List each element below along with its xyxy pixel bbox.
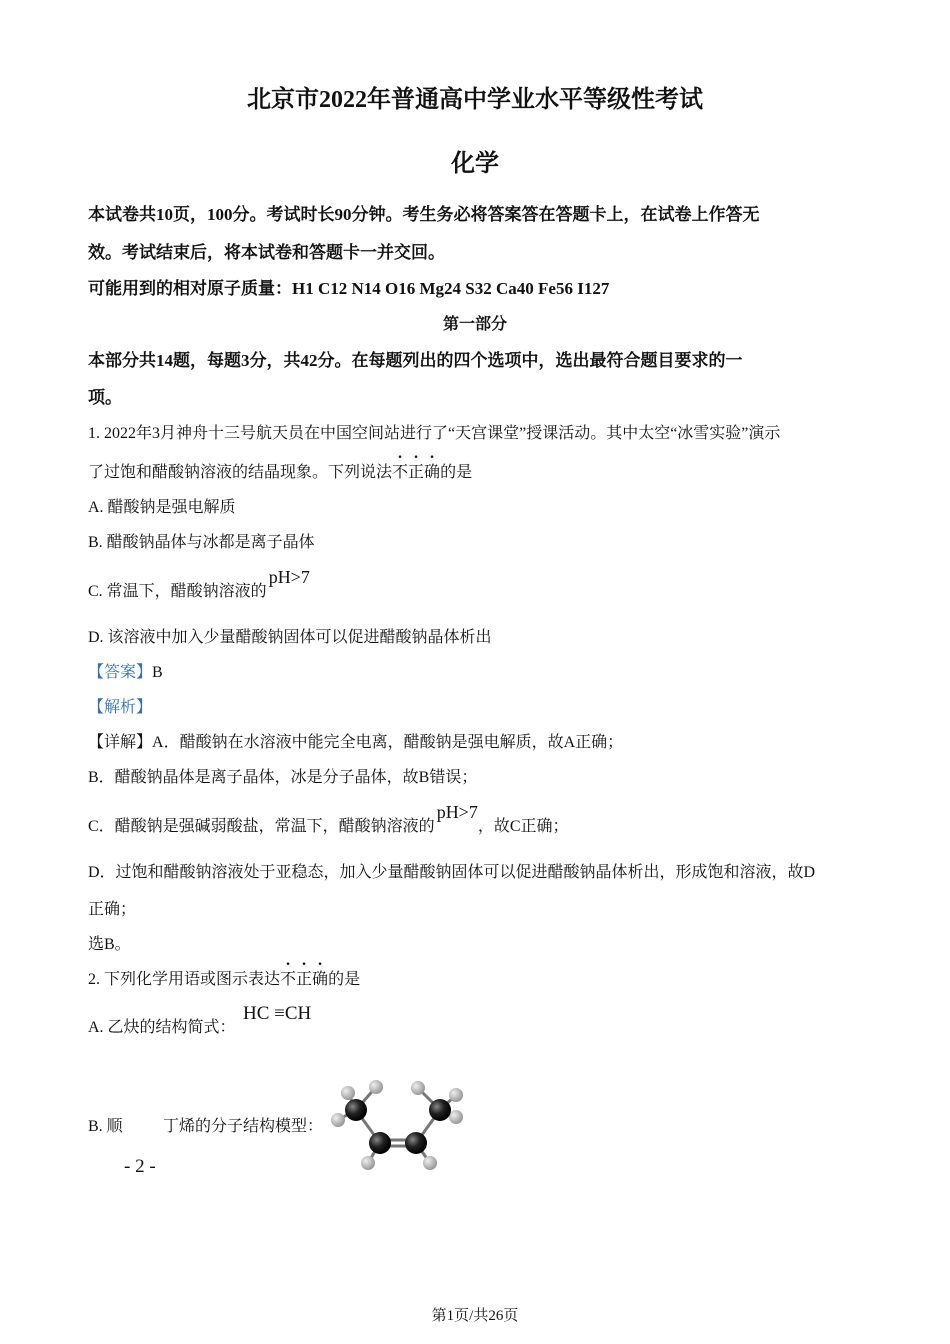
cis-2-butene-model	[328, 1075, 470, 1175]
q2-option-b-2: 丁烯的分子结构模型：	[163, 1118, 324, 1135]
page-footer: 第1页/共26页	[431, 1308, 519, 1324]
q1-option-c	[88, 567, 310, 602]
emphasis-char: 确	[312, 971, 329, 988]
q1-answer	[88, 663, 163, 683]
q1-option-c-formula: pH>7	[268, 567, 310, 587]
carbon-atom	[405, 1132, 427, 1154]
emphasis-char: 正	[296, 971, 313, 988]
atomic-masses: 可能用到的相对原子质量：H1 C12 N14 O16 Mg24 S32 Ca40 Fe56 I127	[88, 279, 610, 298]
q1-stem-1: 1. 2022年3月神舟十三号航天员在中国空间站进行了“天宫课堂”授课活动。其中太空“冰雪实验”演示	[88, 425, 781, 442]
emphasis-char: 确	[424, 464, 441, 481]
q1-option-a: A. 醋酸钠是强电解质	[88, 499, 236, 516]
q1-option-b: B. 醋酸钠晶体与冰都是离子晶体	[88, 534, 315, 551]
emphasis-char: 正	[408, 464, 425, 481]
exam-title: 北京市2022年普通高中学业水平等级性考试	[247, 87, 703, 113]
q2-stem	[88, 970, 360, 990]
choose-b: 选B。	[88, 936, 131, 953]
q1-option-c-text: C. 常温下，醋酸钠溶液的	[88, 583, 267, 600]
carbon-atom	[429, 1099, 451, 1121]
q1-option-d: D. 该溶液中加入少量醋酸钠固体可以促进醋酸钠晶体析出	[88, 629, 492, 646]
detail-c-formula: pH>7	[436, 802, 478, 822]
hydrogen-atom	[449, 1110, 463, 1124]
analysis-label: 【解析】	[88, 699, 153, 716]
q2-stem-a: 2. 下列化学用语或图示表达	[88, 971, 281, 988]
hydrogen-atom	[369, 1080, 383, 1094]
detail-d-1: D．过饱和醋酸钠溶液处于亚稳态，加入少量醋酸钠固体可以促进醋酸钠晶体析出，形成饱和溶液，故D	[88, 864, 816, 881]
answer-value: B	[152, 664, 163, 681]
q1-stem-2b: 的是	[440, 464, 473, 481]
detail-label: 【详解】	[88, 734, 153, 751]
emphasis-char: 不	[392, 464, 409, 481]
intro-line-1: 本试卷共10页，100分。考试时长90分钟。考生务必将答案答在答题卡上，在试卷上作答无	[88, 205, 760, 224]
detail-a-text: A．醋酸钠在水溶液中能完全电离，醋酸钠是强电解质，故A正确；	[152, 734, 624, 751]
detail-a	[88, 733, 623, 753]
detail-c	[88, 802, 569, 837]
emphasis-char: 不	[280, 971, 297, 988]
detail-c-text-2: ，故C正确；	[477, 818, 569, 835]
part-intro-1: 本部分共14题，每题3分，共42分。在每题列出的四个选项中，选出最符合题目要求的一	[88, 351, 743, 370]
detail-d-2: 正确；	[88, 901, 137, 918]
subject-title: 化学	[451, 151, 499, 177]
hydrogen-atom	[449, 1088, 463, 1102]
hydrogen-atom	[423, 1156, 437, 1170]
carbon-atom	[369, 1132, 391, 1154]
detail-c-text: C．醋酸钠是强碱弱酸盐，常温下，醋酸钠溶液的	[88, 818, 435, 835]
part-title: 第一部分	[442, 316, 507, 333]
carbon-atom	[345, 1099, 367, 1121]
q1-stem-2a: 了过饱和醋酸钠溶液的结晶现象。下列说法	[88, 464, 393, 481]
detail-b: B．醋酸钠晶体是离子晶体，冰是分子晶体，故B错误；	[88, 769, 478, 786]
q1-stem-2	[88, 463, 472, 483]
hydrogen-atom	[341, 1086, 355, 1100]
hydrogen-atom	[361, 1156, 375, 1170]
q2-option-b-1: B. 顺	[88, 1118, 123, 1135]
part-intro-2: 项。	[88, 388, 122, 407]
hydrogen-atom	[411, 1081, 425, 1095]
q2-stem-b: 的是	[328, 971, 361, 988]
acetylene-formula: HC ≡CH	[243, 1003, 312, 1024]
hydrogen-atom	[331, 1113, 345, 1127]
q2-option-a: A. 乙炔的结构简式：	[88, 1019, 236, 1036]
intro-line-2: 效。考试结束后，将本试卷和答题卡一并交回。	[88, 243, 445, 262]
answer-label: 【答案】	[88, 664, 153, 681]
inner-page-number: - 2 -	[124, 1156, 156, 1177]
